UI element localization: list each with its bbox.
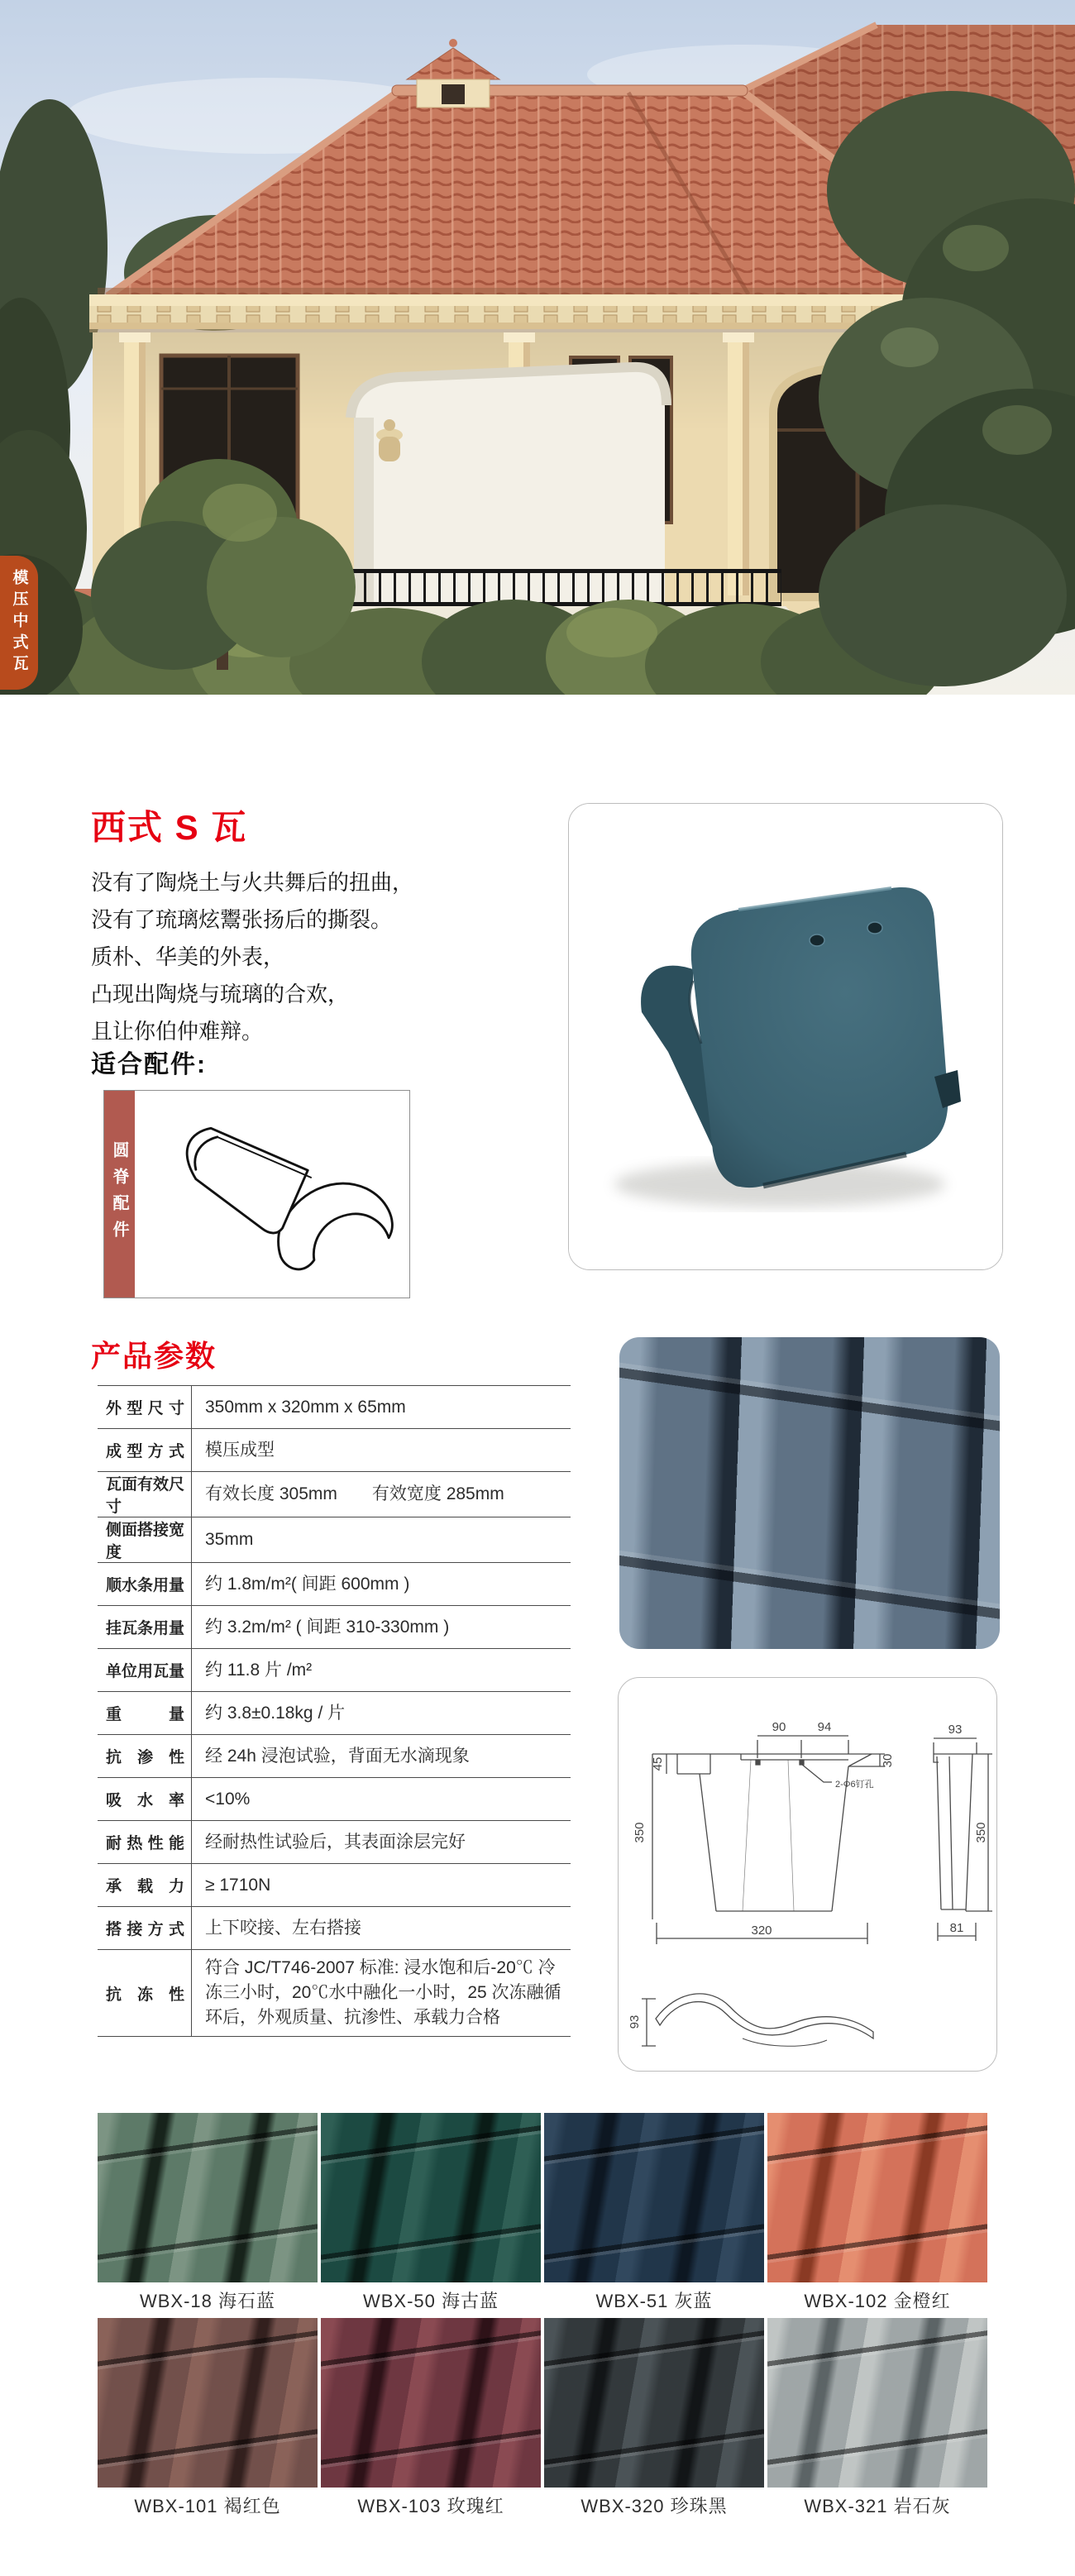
dim-30: 30 bbox=[881, 1753, 895, 1768]
category-side-tab-label: 模压中式瓦 bbox=[10, 569, 28, 676]
swatch-image bbox=[544, 2318, 764, 2488]
swatch-image bbox=[98, 2113, 318, 2282]
color-swatch-grid bbox=[98, 2113, 991, 2523]
ridge-accessory-drawing bbox=[135, 1091, 409, 1298]
dim-93-top: 93 bbox=[948, 1723, 963, 1737]
table-row: 挂瓦条用量 约 3.2m/m² ( 间距 310-330mm ) bbox=[98, 1606, 571, 1649]
dim-320: 320 bbox=[751, 1924, 772, 1938]
dim-81: 81 bbox=[949, 1921, 964, 1935]
accessory-box bbox=[103, 1090, 410, 1298]
swatch-image bbox=[767, 2318, 987, 2488]
dim-93-profile: 93 bbox=[628, 2014, 642, 2029]
accessories-heading: 适合配件: bbox=[91, 1051, 207, 1078]
description-line: 没有了琉璃炫鬻张扬后的撕裂。 bbox=[91, 908, 393, 933]
description-line: 质朴、华美的外表， bbox=[91, 945, 285, 970]
table-row: 吸水率 <10% bbox=[98, 1778, 571, 1821]
dim-90: 90 bbox=[772, 1720, 786, 1734]
accessory-strip bbox=[104, 1091, 135, 1298]
category-side-tab bbox=[0, 556, 38, 690]
table-row: 单位用瓦量 约 11.8 片 /m² bbox=[98, 1649, 571, 1692]
swatch-image bbox=[544, 2113, 764, 2282]
swatch-image bbox=[767, 2113, 987, 2282]
house-photo bbox=[0, 0, 1075, 695]
description-line: 且让你伯仲难辩。 bbox=[91, 1020, 264, 1044]
table-row: 承载力 ≥ 1710N bbox=[98, 1864, 571, 1907]
table-row: 顺水条用量 约 1.8m/m²( 间距 600mm ) bbox=[98, 1563, 571, 1606]
color-swatch bbox=[544, 2318, 764, 2523]
house-photo-art bbox=[0, 0, 1075, 695]
table-row: 抗冻性 符合 JC/T746-2007 标准: 浸水饱和后-20℃ 冷冻三小时，20℃水中融化一小时，25 次冻融循环后，外观质量、抗渗性、承载力合格 bbox=[98, 1950, 571, 2037]
swatch-label: WBX-51 灰蓝 bbox=[595, 2291, 713, 2311]
table-row: 成型方式 模压成型 bbox=[98, 1429, 571, 1472]
dim-94: 94 bbox=[817, 1720, 832, 1734]
accessory-strip-label: 圆脊配件 bbox=[110, 1141, 128, 1247]
swatch-label: WBX-18 海石蓝 bbox=[139, 2291, 276, 2311]
swatch-label: WBX-50 海古蓝 bbox=[362, 2291, 499, 2311]
color-swatch bbox=[544, 2113, 764, 2318]
table-row: 侧面搭接宽度 35mm bbox=[98, 1517, 571, 1563]
description-line: 凸现出陶烧与琉璃的合欢， bbox=[91, 982, 350, 1007]
swatch-label: WBX-321 岩石灰 bbox=[804, 2496, 951, 2516]
description-line: 没有了陶烧土与火共舞后的扭曲， bbox=[91, 871, 414, 896]
swatch-label: WBX-102 金橙红 bbox=[804, 2291, 951, 2311]
roof-closeup-photo bbox=[619, 1337, 1000, 1649]
table-row: 瓦面有效尺寸 有效长度 305mm 有效宽度 285mm bbox=[98, 1472, 571, 1517]
dim-45: 45 bbox=[651, 1756, 665, 1771]
color-swatch bbox=[767, 2113, 987, 2318]
parameters-heading: 产品参数 bbox=[91, 1339, 217, 1373]
swatch-image bbox=[321, 2318, 541, 2488]
swatch-image bbox=[321, 2113, 541, 2282]
page-title: 西式 S 瓦 bbox=[91, 808, 248, 847]
swatch-label: WBX-320 珍珠黑 bbox=[580, 2496, 728, 2516]
technical-drawing bbox=[618, 1677, 997, 2072]
product-tile-photo bbox=[568, 803, 1003, 1270]
table-row: 重量 约 3.8±0.18kg / 片 bbox=[98, 1692, 571, 1735]
parameters-table bbox=[98, 1385, 571, 2037]
holes-note: 2-Φ6钉孔 bbox=[835, 1780, 874, 1790]
color-swatch bbox=[98, 2113, 318, 2318]
swatch-label: WBX-103 玫瑰红 bbox=[357, 2496, 504, 2516]
color-swatch bbox=[321, 2318, 541, 2523]
product-description bbox=[91, 865, 562, 1051]
color-swatch bbox=[321, 2113, 541, 2318]
color-swatch bbox=[98, 2318, 318, 2523]
dim-350-left: 350 bbox=[633, 1822, 647, 1843]
swatch-label: WBX-101 褐红色 bbox=[134, 2496, 281, 2516]
dim-350-right: 350 bbox=[974, 1822, 988, 1843]
swatch-image bbox=[98, 2318, 318, 2488]
table-row: 外型尺寸 350mm x 320mm x 65mm bbox=[98, 1386, 571, 1429]
table-row: 抗渗性 经 24h 浸泡试验，背面无水滴现象 bbox=[98, 1735, 571, 1778]
color-swatch bbox=[767, 2318, 987, 2523]
table-row: 搭接方式 上下咬接、左右搭接 bbox=[98, 1907, 571, 1950]
table-row: 耐热性能 经耐热性试验后，其表面涂层完好 bbox=[98, 1821, 571, 1864]
